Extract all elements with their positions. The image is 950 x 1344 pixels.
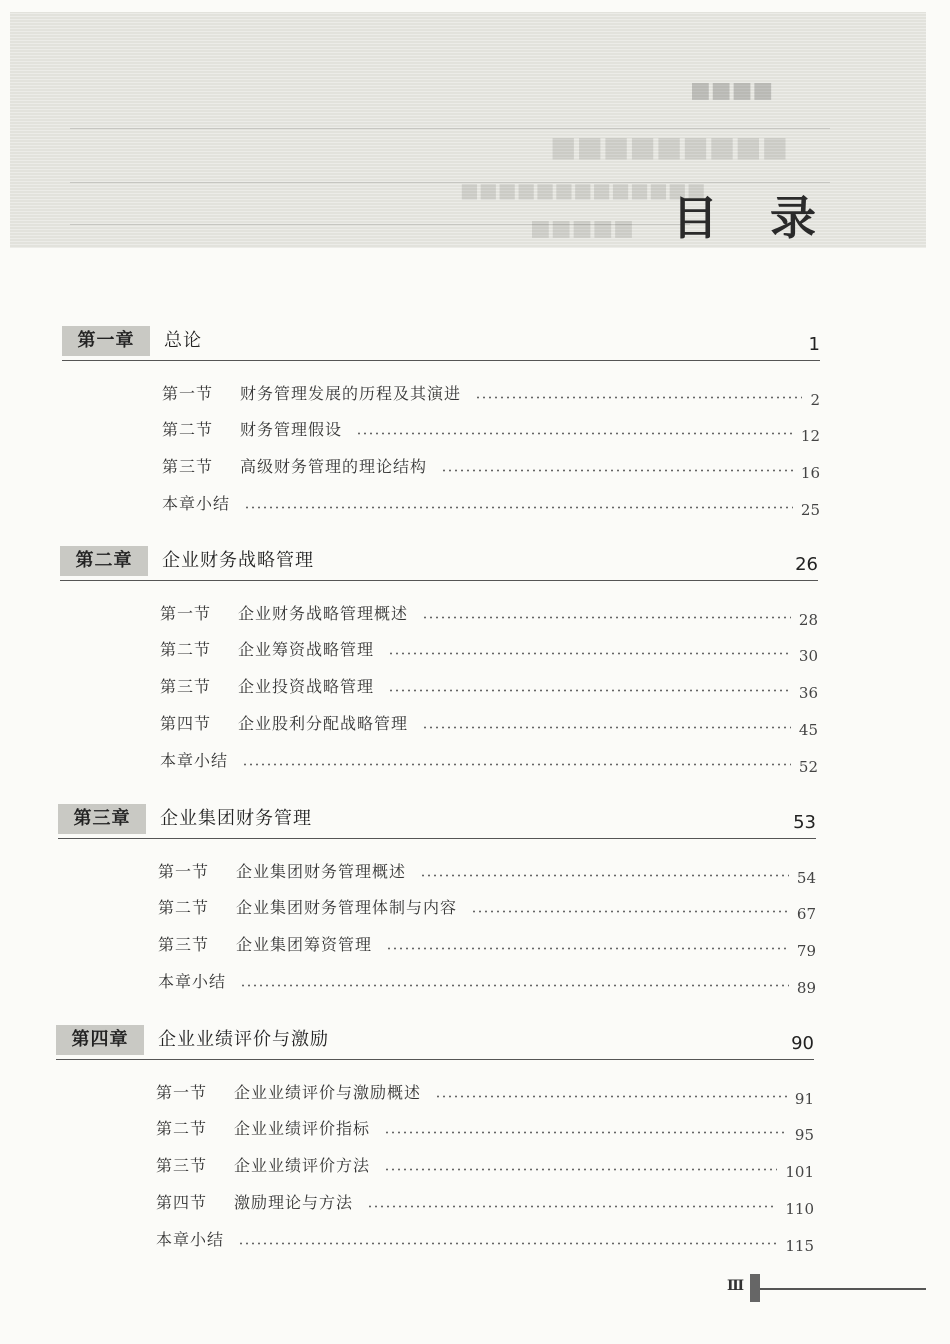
leader-dots [240, 984, 789, 987]
section-label: 第一节 [158, 862, 210, 881]
summary-page-number: 89 [796, 979, 816, 997]
show-through-text: ■■■■■ [530, 216, 634, 241]
chapter-title: 企业集团财务管理 [160, 808, 312, 829]
section-page-number: 54 [796, 869, 816, 887]
section-title: 企业股利分配战略管理 [238, 714, 409, 733]
leader-dots [422, 726, 791, 729]
page-title: 目录 [672, 191, 868, 245]
summary-page-number: 25 [800, 501, 820, 519]
section-page-number: 30 [798, 647, 818, 665]
toc-entry[interactable] [162, 453, 820, 482]
leader-dots [388, 652, 791, 655]
summary-title: 本章小结 [160, 751, 229, 770]
section-label: 第二节 [156, 1119, 208, 1138]
chapter-page-number: 53 [793, 812, 816, 833]
section-label: 第一节 [162, 384, 214, 403]
section-page-number: 101 [785, 1163, 814, 1181]
chapter-title: 企业财务战略管理 [162, 550, 314, 571]
leader-dots [471, 910, 789, 913]
leader-dots [441, 469, 793, 472]
section-page-number: 110 [785, 1200, 814, 1218]
toc-entry[interactable] [156, 1189, 814, 1218]
section-title: 财务管理发展的历程及其演进 [240, 384, 462, 403]
section-title: 企业集团财务管理体制与内容 [236, 898, 458, 917]
section-label: 第二节 [158, 898, 210, 917]
section-page-number: 79 [796, 942, 816, 960]
section-page-number: 36 [798, 684, 818, 702]
leader-dots [238, 1242, 777, 1245]
toc-entry[interactable] [160, 600, 818, 629]
section-page-number: 91 [794, 1090, 814, 1108]
section-title: 财务管理假设 [240, 420, 343, 439]
toc-entry-summary[interactable] [162, 490, 820, 519]
chapter-label: 第二章 [60, 546, 148, 576]
leader-dots [244, 506, 793, 509]
leader-dots [356, 432, 793, 435]
show-through-text: ■■■■■■■■■ [550, 130, 789, 163]
section-title: 企业业绩评价方法 [234, 1156, 371, 1175]
section-label: 第四节 [160, 714, 212, 733]
show-through-line [70, 224, 690, 225]
section-title: 高级财务管理的理论结构 [240, 457, 428, 476]
chapter-title: 企业业绩评价与激励 [158, 1029, 329, 1050]
toc-entry[interactable] [160, 710, 818, 739]
toc-entry[interactable] [160, 673, 818, 702]
footer-rule [760, 1288, 926, 1290]
leader-dots [384, 1168, 777, 1171]
section-title: 企业业绩评价指标 [234, 1119, 371, 1138]
section-page-number: 2 [810, 391, 820, 409]
summary-title: 本章小结 [158, 972, 227, 991]
leader-dots [388, 689, 791, 692]
toc-entry[interactable] [156, 1079, 814, 1108]
chapter-label: 第四章 [56, 1025, 144, 1055]
section-page-number: 67 [796, 905, 816, 923]
summary-page-number: 52 [798, 758, 818, 776]
toc-entry[interactable] [162, 416, 820, 445]
section-title: 企业业绩评价与激励概述 [234, 1083, 422, 1102]
leader-dots [384, 1131, 787, 1134]
chapter-page-number: 1 [808, 334, 820, 355]
section-label: 第三节 [162, 457, 214, 476]
section-label: 第三节 [156, 1156, 208, 1175]
leader-dots [475, 396, 802, 399]
chapter-label: 第一章 [62, 326, 150, 356]
footer-page-number: Ⅲ [727, 1278, 745, 1294]
section-title: 企业投资战略管理 [238, 677, 375, 696]
toc-entry[interactable] [158, 894, 816, 923]
summary-page-number: 115 [785, 1237, 814, 1255]
section-label: 第三节 [158, 935, 210, 954]
chapter-page-number: 90 [791, 1033, 814, 1054]
leader-dots [420, 874, 789, 877]
section-title: 企业财务战略管理概述 [238, 604, 409, 623]
chapter-page-number: 26 [795, 554, 818, 575]
section-page-number: 45 [798, 721, 818, 739]
chapter-label: 第三章 [58, 804, 146, 834]
section-label: 第二节 [160, 640, 212, 659]
toc-entry[interactable] [158, 858, 816, 887]
section-label: 第四节 [156, 1193, 208, 1212]
leader-dots [367, 1205, 777, 1208]
toc-entry-summary[interactable] [160, 747, 818, 776]
toc-entry[interactable] [158, 931, 816, 960]
leader-dots [242, 763, 791, 766]
summary-title: 本章小结 [162, 494, 231, 513]
chapter-title: 总论 [164, 330, 202, 351]
section-title: 企业集团财务管理概述 [236, 862, 407, 881]
section-title: 企业集团筹资管理 [236, 935, 373, 954]
toc-entry[interactable] [156, 1152, 814, 1181]
toc-entry-summary[interactable] [158, 968, 816, 997]
show-through-text: ■■■■■■■■■■■■■ [460, 178, 706, 202]
chapter-heading[interactable] [56, 1025, 814, 1060]
section-title: 激励理论与方法 [234, 1193, 354, 1212]
show-through-text: ■■■■ [690, 78, 774, 103]
summary-title: 本章小结 [156, 1230, 225, 1249]
footer-marker-block [750, 1274, 760, 1302]
show-through-line [70, 128, 830, 129]
section-page-number: 16 [800, 464, 820, 482]
leader-dots [386, 947, 789, 950]
section-label: 第三节 [160, 677, 212, 696]
section-label: 第一节 [156, 1083, 208, 1102]
chapter-heading[interactable] [60, 546, 818, 581]
toc-entry[interactable] [156, 1115, 814, 1144]
chapter-heading[interactable] [62, 326, 820, 361]
leader-dots [422, 616, 791, 619]
section-page-number: 12 [800, 427, 820, 445]
leader-dots [435, 1095, 787, 1098]
section-page-number: 95 [794, 1126, 814, 1144]
chapter-heading[interactable] [58, 804, 816, 839]
section-title: 企业筹资战略管理 [238, 640, 375, 659]
toc-entry[interactable] [162, 380, 820, 409]
toc-entry-summary[interactable] [156, 1226, 814, 1255]
toc-entry[interactable] [160, 636, 818, 665]
section-page-number: 28 [798, 611, 818, 629]
section-label: 第二节 [162, 420, 214, 439]
section-label: 第一节 [160, 604, 212, 623]
